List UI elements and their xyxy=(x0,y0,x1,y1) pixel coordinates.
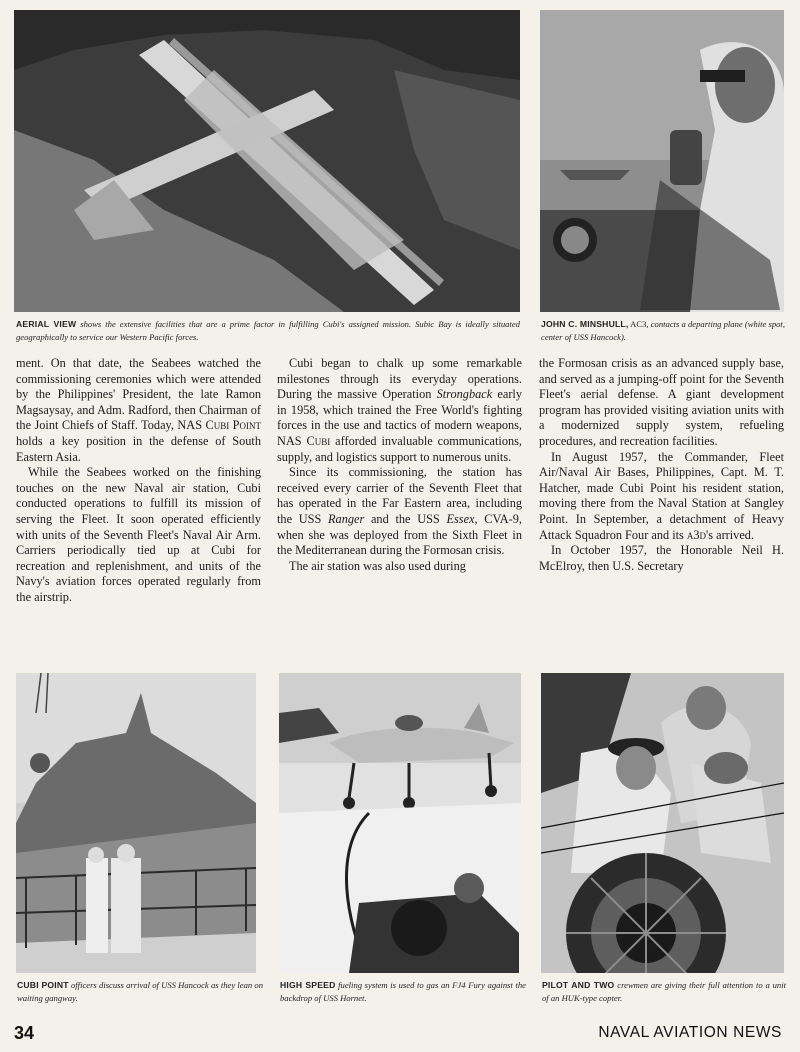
jet-fueling-photo xyxy=(279,673,521,973)
pilot-photo xyxy=(541,673,784,973)
caption-lead: AERIAL VIEW xyxy=(16,319,77,329)
minshull-photo xyxy=(540,10,784,312)
caption-text: contacts a departing plane (white spot, center of USS Hancock). xyxy=(541,319,785,342)
cubi-point-caption xyxy=(17,979,263,1004)
page-number: 34 xyxy=(14,1023,35,1043)
caption-text: officers discuss arrival of USS Hancock as they lean on waiting gangway. xyxy=(17,980,263,1003)
high-speed-caption xyxy=(280,979,526,1004)
paragraph: The air station was also used during xyxy=(289,558,466,573)
caption-rating: AC3, xyxy=(630,319,649,329)
minshull-caption xyxy=(541,318,785,343)
publication-title: NAVAL AVIATION NEWS xyxy=(598,1024,782,1041)
article-column-1 xyxy=(16,356,261,606)
paragraph: ment. On that date, the Seabees watched the commissioning ceremonies which were attended by the Philippines' President, the late Ramon Magsaysay, and Adm. Radford, then Chairman of the Joint Chiefs of Staff. Today, NAS Cubi Point holds a key position in the defense of South Eastern Asia. xyxy=(16,356,261,464)
aerial-view-photo xyxy=(14,10,520,312)
caption-text: shows the extensive facilities that are a prime factor in fulfilling Cubi's assigned mission. Subic Bay is ideally situated geographically to service our Western Pacific forces. xyxy=(16,319,520,342)
aerial-airfield-photo xyxy=(14,10,520,312)
aerial-view-caption xyxy=(16,318,520,343)
paragraph: In August 1957, the Commander, Fleet Air/Naval Air Bases, Philippines, Capt. M. T. Hatcher, made Cubi Point his resident station, moving there from the Naval Station at Sangley Point. In September, a detachment of Heavy Attack Squadron Four and its a3d's arrived. xyxy=(539,449,784,542)
cubi-point-photo xyxy=(16,673,256,973)
radio-operator-photo xyxy=(540,10,784,312)
paragraph: the Formosan crisis as an advanced supply base, and served as a jumping-off point for the Seventh Fleet's aerial defense. A giant development program has provided visiting aviation units with a modernized supply system, refueling procedures, and recreation facilities. xyxy=(539,356,784,448)
pilot-caption xyxy=(542,979,786,1004)
caption-lead: PILOT AND TWO xyxy=(542,980,615,990)
article-column-2 xyxy=(277,356,522,574)
paragraph: In October 1957, the Honorable Neil H. McElroy, then U.S. Secretary xyxy=(539,543,784,573)
paragraph: Since its commissioning, the station has received every carrier of the Seventh Fleet that has operated in the Far Eastern area, including the USS Ranger and the USS Essex, CVA-9, when she was deployed from the Sixth Fleet in the Mediterranean during the Formosan crisis. xyxy=(277,465,522,558)
paragraph: While the Seabees worked on the finishing touches on the new Naval air station, Cubi conducted operations to fulfill its mission of serving the Fleet. It soon operated efficiently with units of the Seventh Fleet's Naval Air Arm. Carriers periodically tied up at Cubi for recreation and replenishment, and units of the Navy's aviation forces operated regularly from the airstrip. xyxy=(16,465,261,604)
caption-text: fueling system is used to gas an FJ4 Fury against the backdrop of USS Hornet. xyxy=(280,980,526,1003)
high-speed-photo xyxy=(279,673,521,973)
paragraph: Cubi began to chalk up some remarkable milestones through its everyday operations. During the massive Operation Strongback early in 1958, which trained the Free World's fighting forces in the use and tactics of modern weapons, NAS Cubi afforded invaluable communications, supply, and logistics support to numerous units. xyxy=(277,356,522,464)
caption-text: crewmen are giving their full attention to a unit of an HUK-type copter. xyxy=(542,980,786,1003)
article-column-3 xyxy=(539,356,784,574)
caption-lead: HIGH SPEED xyxy=(280,980,336,990)
caption-lead: CUBI POINT xyxy=(17,980,69,990)
caption-lead: JOHN C. MINSHULL, xyxy=(541,319,629,329)
helicopter-crew-photo xyxy=(541,673,784,973)
carrier-gangway-photo xyxy=(16,673,256,973)
